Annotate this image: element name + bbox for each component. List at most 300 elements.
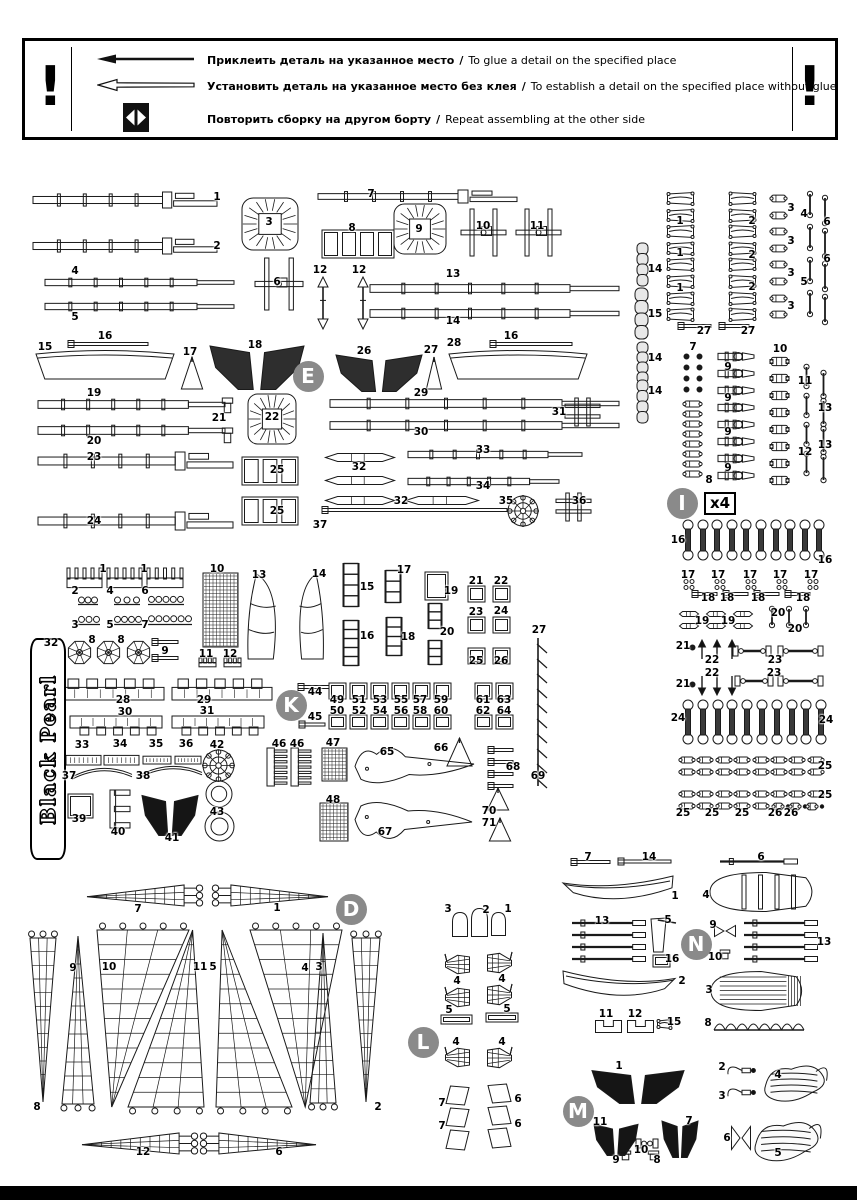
part-glyph-dbell: [819, 454, 828, 483]
part-glyph-wheel: [202, 749, 235, 782]
part-glyph-beads: [114, 597, 140, 605]
legend-row-noglue: [97, 77, 837, 95]
part-glyph-netstrip: [85, 884, 203, 907]
part-glyph-block: [770, 260, 787, 269]
part-number-label: 19: [720, 615, 736, 628]
part-glyph-lens: [405, 496, 479, 505]
part-glyph-hook: [727, 1085, 757, 1100]
legend-text-glue: [207, 54, 676, 67]
part-number-label: 16: [670, 534, 686, 547]
part-glyph-lens: [733, 611, 753, 617]
part-number-label: 70: [481, 805, 497, 818]
legend-row-mirror: [97, 110, 645, 128]
part-glyph-dbellB: [799, 700, 813, 744]
section-badge-m: M: [563, 1096, 594, 1127]
part-number-label: 20: [770, 607, 786, 620]
part-number-label: 9: [161, 645, 169, 658]
part-number-label: 7: [141, 619, 149, 632]
part-number-label: 27: [696, 325, 712, 338]
part-number-label: 20: [86, 435, 102, 448]
part-number-label: 16: [359, 630, 375, 643]
part-glyph-net: [352, 938, 380, 1102]
part-number-label: 7: [584, 851, 592, 864]
part-number-label: 13: [816, 936, 832, 949]
part-glyph-block: [679, 756, 695, 764]
part-number-label: 16: [817, 554, 833, 567]
part-glyph-beads: [78, 597, 98, 605]
part-number-label: 42: [209, 739, 225, 752]
part-number-label: 38: [135, 770, 151, 783]
part-glyph-boat: [562, 970, 676, 1004]
part-number-label: 46: [289, 738, 305, 751]
part-glyph-mast: [33, 238, 221, 254]
part-glyph-quad: [445, 1129, 470, 1151]
part-glyph-cannon: [718, 403, 754, 412]
part-glyph-dot: [690, 682, 695, 687]
part-glyph-flag: [667, 192, 694, 205]
part-glyph-ladder: [427, 603, 443, 629]
part-number-label: 31: [551, 406, 567, 419]
part-glyph-dbellB: [710, 520, 724, 560]
black-pearl-nameplate: [30, 638, 66, 860]
part-glyph-beads: [78, 616, 100, 625]
part-number-label: 2: [718, 1061, 726, 1074]
part-number-label: 13: [817, 402, 833, 415]
part-glyph-bulwark: [172, 716, 264, 736]
part-glyph-block: [770, 294, 787, 303]
part-glyph-dbell: [806, 290, 814, 317]
part-number-label: 4: [800, 208, 808, 221]
part-glyph-block2: [770, 458, 789, 469]
part-glyph-dbellB: [725, 520, 739, 560]
part-number-label: 34: [112, 738, 128, 751]
part-glyph-ladder: [427, 640, 443, 665]
part-glyph-block: [753, 756, 769, 764]
part-glyph-block: [734, 768, 750, 776]
part-glyph-grate: [203, 573, 238, 647]
part-number-label: 32: [351, 461, 367, 474]
part-number-label: 5: [503, 1003, 511, 1016]
part-number-label: 28: [115, 694, 131, 707]
part-number-label: 55: [393, 694, 409, 707]
part-glyph-tri: [178, 356, 206, 390]
part-glyph-wing: [336, 350, 422, 392]
part-glyph-mast: [318, 190, 518, 203]
part-number-label: 17: [803, 569, 819, 582]
part-glyph-ebracket: [110, 790, 130, 828]
part-number-label: 16: [664, 953, 680, 966]
part-glyph-net: [62, 936, 94, 1104]
part-number-label: 9: [415, 223, 423, 236]
part-number-label: 25: [468, 655, 484, 668]
part-number-label: 19: [86, 387, 102, 400]
part-number-label: 67: [377, 826, 393, 839]
part-number-label: 1: [504, 903, 512, 916]
part-glyph-rod: [322, 508, 507, 512]
part-glyph-dot: [684, 354, 689, 359]
part-number-label: 8: [704, 1017, 712, 1030]
legend-text-noglue: [207, 80, 837, 93]
part-number-label: 37: [61, 770, 77, 783]
part-glyph-net: [128, 930, 204, 1107]
part-number-label: 21: [675, 678, 691, 691]
part-number-label: 29: [413, 387, 429, 400]
part-number-label: 6: [275, 1146, 283, 1159]
part-glyph-cells: [322, 230, 394, 258]
part-glyph-netstrip: [200, 1132, 318, 1155]
part-number-label: 7: [689, 341, 697, 354]
glue-arrow-icon: [97, 51, 207, 70]
part-glyph-bracketU: [627, 1020, 654, 1033]
part-glyph-rod: [490, 341, 572, 347]
part-glyph-block: [683, 400, 702, 408]
part-number-label: 24: [86, 515, 102, 528]
part-number-label: 4: [498, 1036, 506, 1049]
part-glyph-knob: [637, 342, 648, 382]
part-number-label: 13: [817, 439, 833, 452]
part-number-label: 7: [438, 1120, 446, 1133]
part-number-label: 27: [423, 344, 439, 357]
part-glyph-block: [770, 194, 787, 203]
part-glyph-trumpet: [445, 954, 470, 975]
part-number-label: 1: [213, 191, 221, 204]
part-number-label: 3: [705, 984, 713, 997]
part-glyph-cells: [468, 617, 485, 633]
part-glyph-cross: [516, 209, 561, 256]
part-glyph-mast: [38, 512, 234, 530]
part-number-label: 25: [269, 505, 285, 518]
part-number-label: 10: [707, 951, 723, 964]
part-glyph-dbellB: [798, 520, 812, 560]
part-number-label: 14: [445, 315, 461, 328]
part-number-label: 9: [709, 919, 717, 932]
part-glyph-block: [753, 768, 769, 776]
part-glyph-block2: [770, 424, 789, 435]
part-number-label: 3: [265, 216, 273, 229]
part-number-label: 5: [800, 276, 808, 289]
part-glyph-varrow: [357, 277, 369, 329]
part-number-label: 19: [443, 585, 459, 598]
part-glyph-comb: [147, 568, 183, 588]
part-glyph-block: [770, 244, 787, 253]
part-glyph-block: [716, 790, 732, 798]
part-number-label: 26: [493, 655, 509, 668]
part-number-label: 56: [393, 705, 409, 718]
part-number-label: 68: [505, 761, 521, 774]
legend-ru-glue: Приклеить деталь на указанное место: [207, 53, 455, 67]
part-number-label: 12: [627, 1008, 643, 1021]
part-glyph-oar: [744, 944, 818, 950]
part-number-label: 27: [740, 325, 756, 338]
part-glyph-bulwark: [66, 749, 101, 765]
part-glyph-hull: [35, 350, 175, 380]
part-glyph-block: [771, 756, 787, 764]
part-number-label: 46: [271, 738, 287, 751]
part-glyph-block: [770, 211, 787, 220]
part-glyph-bulwark: [62, 679, 164, 700]
part-number-label: 36: [571, 495, 587, 508]
part-number-label: 12: [222, 648, 238, 661]
multiplier-box: x4: [704, 492, 736, 515]
part-glyph-cross: [461, 209, 506, 256]
part-glyph-oar: [572, 956, 646, 962]
part-glyph-wing: [592, 1066, 684, 1104]
part-number-label: 18: [400, 631, 416, 644]
part-glyph-capsrod: [778, 646, 823, 656]
part-number-label: 23: [468, 606, 484, 619]
part-number-label: 8: [705, 474, 713, 487]
part-number-label: 2: [71, 585, 79, 598]
part-number-label: 15: [647, 308, 663, 321]
part-number-label: 11: [192, 961, 208, 974]
legend-row-glue: [97, 51, 676, 69]
part-number-label: 1: [676, 215, 684, 228]
part-number-label: 2: [374, 1101, 382, 1114]
part-number-label: 33: [475, 444, 491, 457]
part-glyph-netstrip: [212, 884, 330, 907]
part-number-label: 17: [772, 569, 788, 582]
part-number-label: 65: [379, 746, 395, 759]
part-glyph-blob: [750, 1116, 824, 1166]
part-number-label: 13: [251, 569, 267, 582]
part-number-label: 25: [704, 807, 720, 820]
part-number-label: 10: [772, 343, 788, 356]
part-glyph-dbell: [802, 393, 811, 418]
part-glyph-trumpet: [487, 952, 512, 974]
part-number-label: 50: [329, 705, 345, 718]
part-number-label: 12: [797, 446, 813, 459]
legend-en-glue: To glue a detail on the specified place: [468, 53, 677, 67]
part-number-label: 13: [594, 915, 610, 928]
part-number-label: 5: [664, 914, 672, 927]
section-badge-n: N: [681, 929, 712, 960]
part-glyph-block2: [770, 407, 789, 418]
legend-box: [22, 38, 838, 140]
part-number-label: 14: [647, 385, 663, 398]
part-number-label: 1: [671, 890, 679, 903]
part-number-label: 3: [787, 267, 795, 280]
part-glyph-flag: [667, 258, 694, 271]
mirror-icon: [97, 103, 207, 136]
legend-ru-mirror: Повторить сборку на другом борту: [207, 112, 432, 126]
part-glyph-grate: [322, 748, 347, 781]
part-number-label: 40: [110, 826, 126, 839]
part-glyph-block: [683, 450, 702, 458]
part-number-label: 15: [666, 1016, 682, 1029]
part-number-label: 16: [97, 330, 113, 343]
part-glyph-net: [310, 933, 336, 1103]
part-number-label: 17: [396, 564, 412, 577]
part-number-label: 17: [680, 569, 696, 582]
part-glyph-trumpet: [487, 1047, 512, 1069]
part-glyph-net: [30, 938, 56, 1102]
part-number-label: 7: [367, 188, 375, 201]
part-glyph-block: [683, 420, 702, 428]
part-number-label: 52: [351, 705, 367, 718]
part-glyph-block: [716, 756, 732, 764]
legend-text-mirror: [207, 113, 645, 126]
part-number-label: 32: [43, 637, 59, 650]
part-number-label: 18: [700, 592, 716, 605]
section-badge-k: K: [276, 690, 307, 721]
part-glyph-cannon: [718, 437, 754, 446]
part-number-label: 4: [702, 889, 710, 902]
part-glyph-dot: [697, 354, 702, 359]
part-number-label: 4: [452, 1036, 460, 1049]
part-glyph-hook: [727, 1063, 757, 1078]
part-glyph-block: [771, 768, 787, 776]
part-glyph-oar: [572, 932, 646, 938]
part-number-label: 3: [787, 202, 795, 215]
part-number-label: 6: [141, 585, 149, 598]
part-glyph-spar: [408, 450, 583, 459]
part-glyph-block: [770, 227, 787, 236]
part-glyph-bulwark: [143, 751, 171, 764]
part-number-label: 60: [433, 705, 449, 718]
part-number-label: 3: [787, 235, 795, 248]
part-number-label: 8: [348, 222, 356, 235]
part-number-label: 6: [273, 276, 281, 289]
legend-separator: /: [436, 112, 441, 126]
part-number-label: 26: [356, 345, 372, 358]
part-glyph-block: [697, 768, 713, 776]
legend-en-mirror: Repeat assembling at the other side: [445, 112, 645, 126]
part-number-label: 33: [74, 739, 90, 752]
part-glyph-oar: [744, 956, 818, 962]
part-glyph-dbellB: [755, 700, 769, 744]
section-badge-i: I: [667, 488, 698, 519]
part-glyph-cannon: [718, 352, 754, 361]
part-number-label: 11: [529, 220, 545, 233]
legend-separator: /: [459, 53, 464, 67]
part-number-label: 41: [164, 832, 180, 845]
part-glyph-ring: [205, 780, 233, 808]
legend-ru-noglue: Установить деталь на указанное место без клея: [207, 79, 517, 93]
part-number-label: 29: [196, 694, 212, 707]
part-glyph-block: [683, 460, 702, 468]
part-number-label: 6: [723, 1132, 731, 1145]
part-glyph-flag: [729, 308, 756, 321]
part-number-label: 12: [135, 1146, 151, 1159]
part-number-label: 53: [372, 694, 388, 707]
part-glyph-dbell: [802, 606, 810, 628]
part-number-label: 14: [647, 352, 663, 365]
part-glyph-scallop: [714, 1017, 804, 1032]
part-number-label: 24: [818, 714, 834, 727]
part-glyph-oct: [126, 640, 151, 665]
part-number-label: 5: [209, 961, 217, 974]
part-number-label: 23: [767, 654, 783, 667]
part-glyph-dot: [697, 376, 702, 381]
part-glyph-block2: [770, 475, 789, 486]
part-number-label: 28: [446, 337, 462, 350]
part-number-label: 62: [475, 705, 491, 718]
part-glyph-varrow: [317, 277, 329, 329]
part-number-label: 4: [498, 973, 506, 986]
part-number-label: 3: [71, 619, 79, 632]
part-glyph-ladder: [342, 563, 360, 607]
part-glyph-ladder: [342, 620, 360, 666]
part-glyph-dbellB: [769, 520, 783, 560]
part-glyph-dot: [697, 365, 702, 370]
part-number-label: 7: [438, 1097, 446, 1110]
part-glyph-block: [683, 470, 702, 478]
part-glyph-lens: [733, 623, 753, 629]
part-glyph-pin: [221, 428, 234, 443]
warning-exclamation-right: !: [797, 54, 822, 118]
part-glyph-hash: [565, 398, 600, 426]
part-number-label: 31: [199, 705, 215, 718]
part-glyph-rod: [488, 748, 513, 752]
part-glyph-bow: [731, 1126, 751, 1150]
part-number-label: 23: [86, 451, 102, 464]
part-number-label: 22: [264, 411, 280, 424]
part-number-label: 6: [757, 851, 765, 864]
part-glyph-sail: [246, 573, 281, 660]
part-glyph-beads: [148, 596, 184, 605]
part-glyph-block: [753, 790, 769, 798]
part-glyph-quad: [445, 1107, 470, 1128]
part-number-label: 1: [676, 282, 684, 295]
part-number-label: 2: [482, 904, 490, 917]
part-number-label: 3: [787, 300, 795, 313]
part-number-label: 15: [359, 581, 375, 594]
part-number-label: 14: [311, 568, 327, 581]
part-glyph-lens: [325, 496, 395, 505]
part-number-label: 3: [315, 961, 323, 974]
part-number-label: 20: [787, 623, 803, 636]
part-glyph-bulwark: [70, 716, 162, 736]
part-glyph-dbellB: [739, 520, 753, 560]
part-glyph-dbellB: [696, 520, 710, 560]
part-glyph-flag: [729, 192, 756, 205]
part-number-label: 10: [209, 563, 225, 576]
part-number-label: 1: [676, 247, 684, 260]
part-glyph-dbellB: [740, 700, 754, 744]
part-glyph-dot: [690, 645, 695, 650]
part-glyph-vcomb: [267, 748, 288, 786]
part-glyph-tri: [424, 356, 444, 390]
part-number-label: 18: [247, 339, 263, 352]
part-number-label: 47: [325, 737, 341, 750]
part-glyph-oar: [744, 920, 818, 926]
part-glyph-cells: [493, 617, 510, 633]
part-number-label: 8: [33, 1101, 41, 1114]
part-number-label: 17: [182, 346, 198, 359]
part-glyph-block: [697, 756, 713, 764]
part-number-label: 18: [719, 592, 735, 605]
part-number-label: 10: [475, 220, 491, 233]
part-glyph-knob: [635, 288, 648, 338]
part-glyph-block: [734, 756, 750, 764]
part-glyph-cells: [486, 1013, 518, 1022]
part-number-label: 32: [393, 495, 409, 508]
part-glyph-blade: [355, 797, 473, 847]
part-number-label: 4: [774, 1069, 782, 1082]
part-glyph-spar: [38, 425, 226, 436]
part-number-label: 6: [823, 216, 831, 229]
part-number-label: 5: [71, 311, 79, 324]
part-glyph-block: [789, 790, 805, 798]
part-glyph-cells: [493, 586, 510, 602]
part-number-label: 34: [475, 480, 491, 493]
part-number-label: 11: [198, 648, 214, 661]
legend-divider-left: [71, 47, 72, 131]
part-glyph-dot: [684, 365, 689, 370]
part-glyph-bracketU: [595, 1020, 622, 1033]
part-number-label: 44: [307, 686, 323, 699]
part-glyph-vcomb: [291, 748, 312, 786]
